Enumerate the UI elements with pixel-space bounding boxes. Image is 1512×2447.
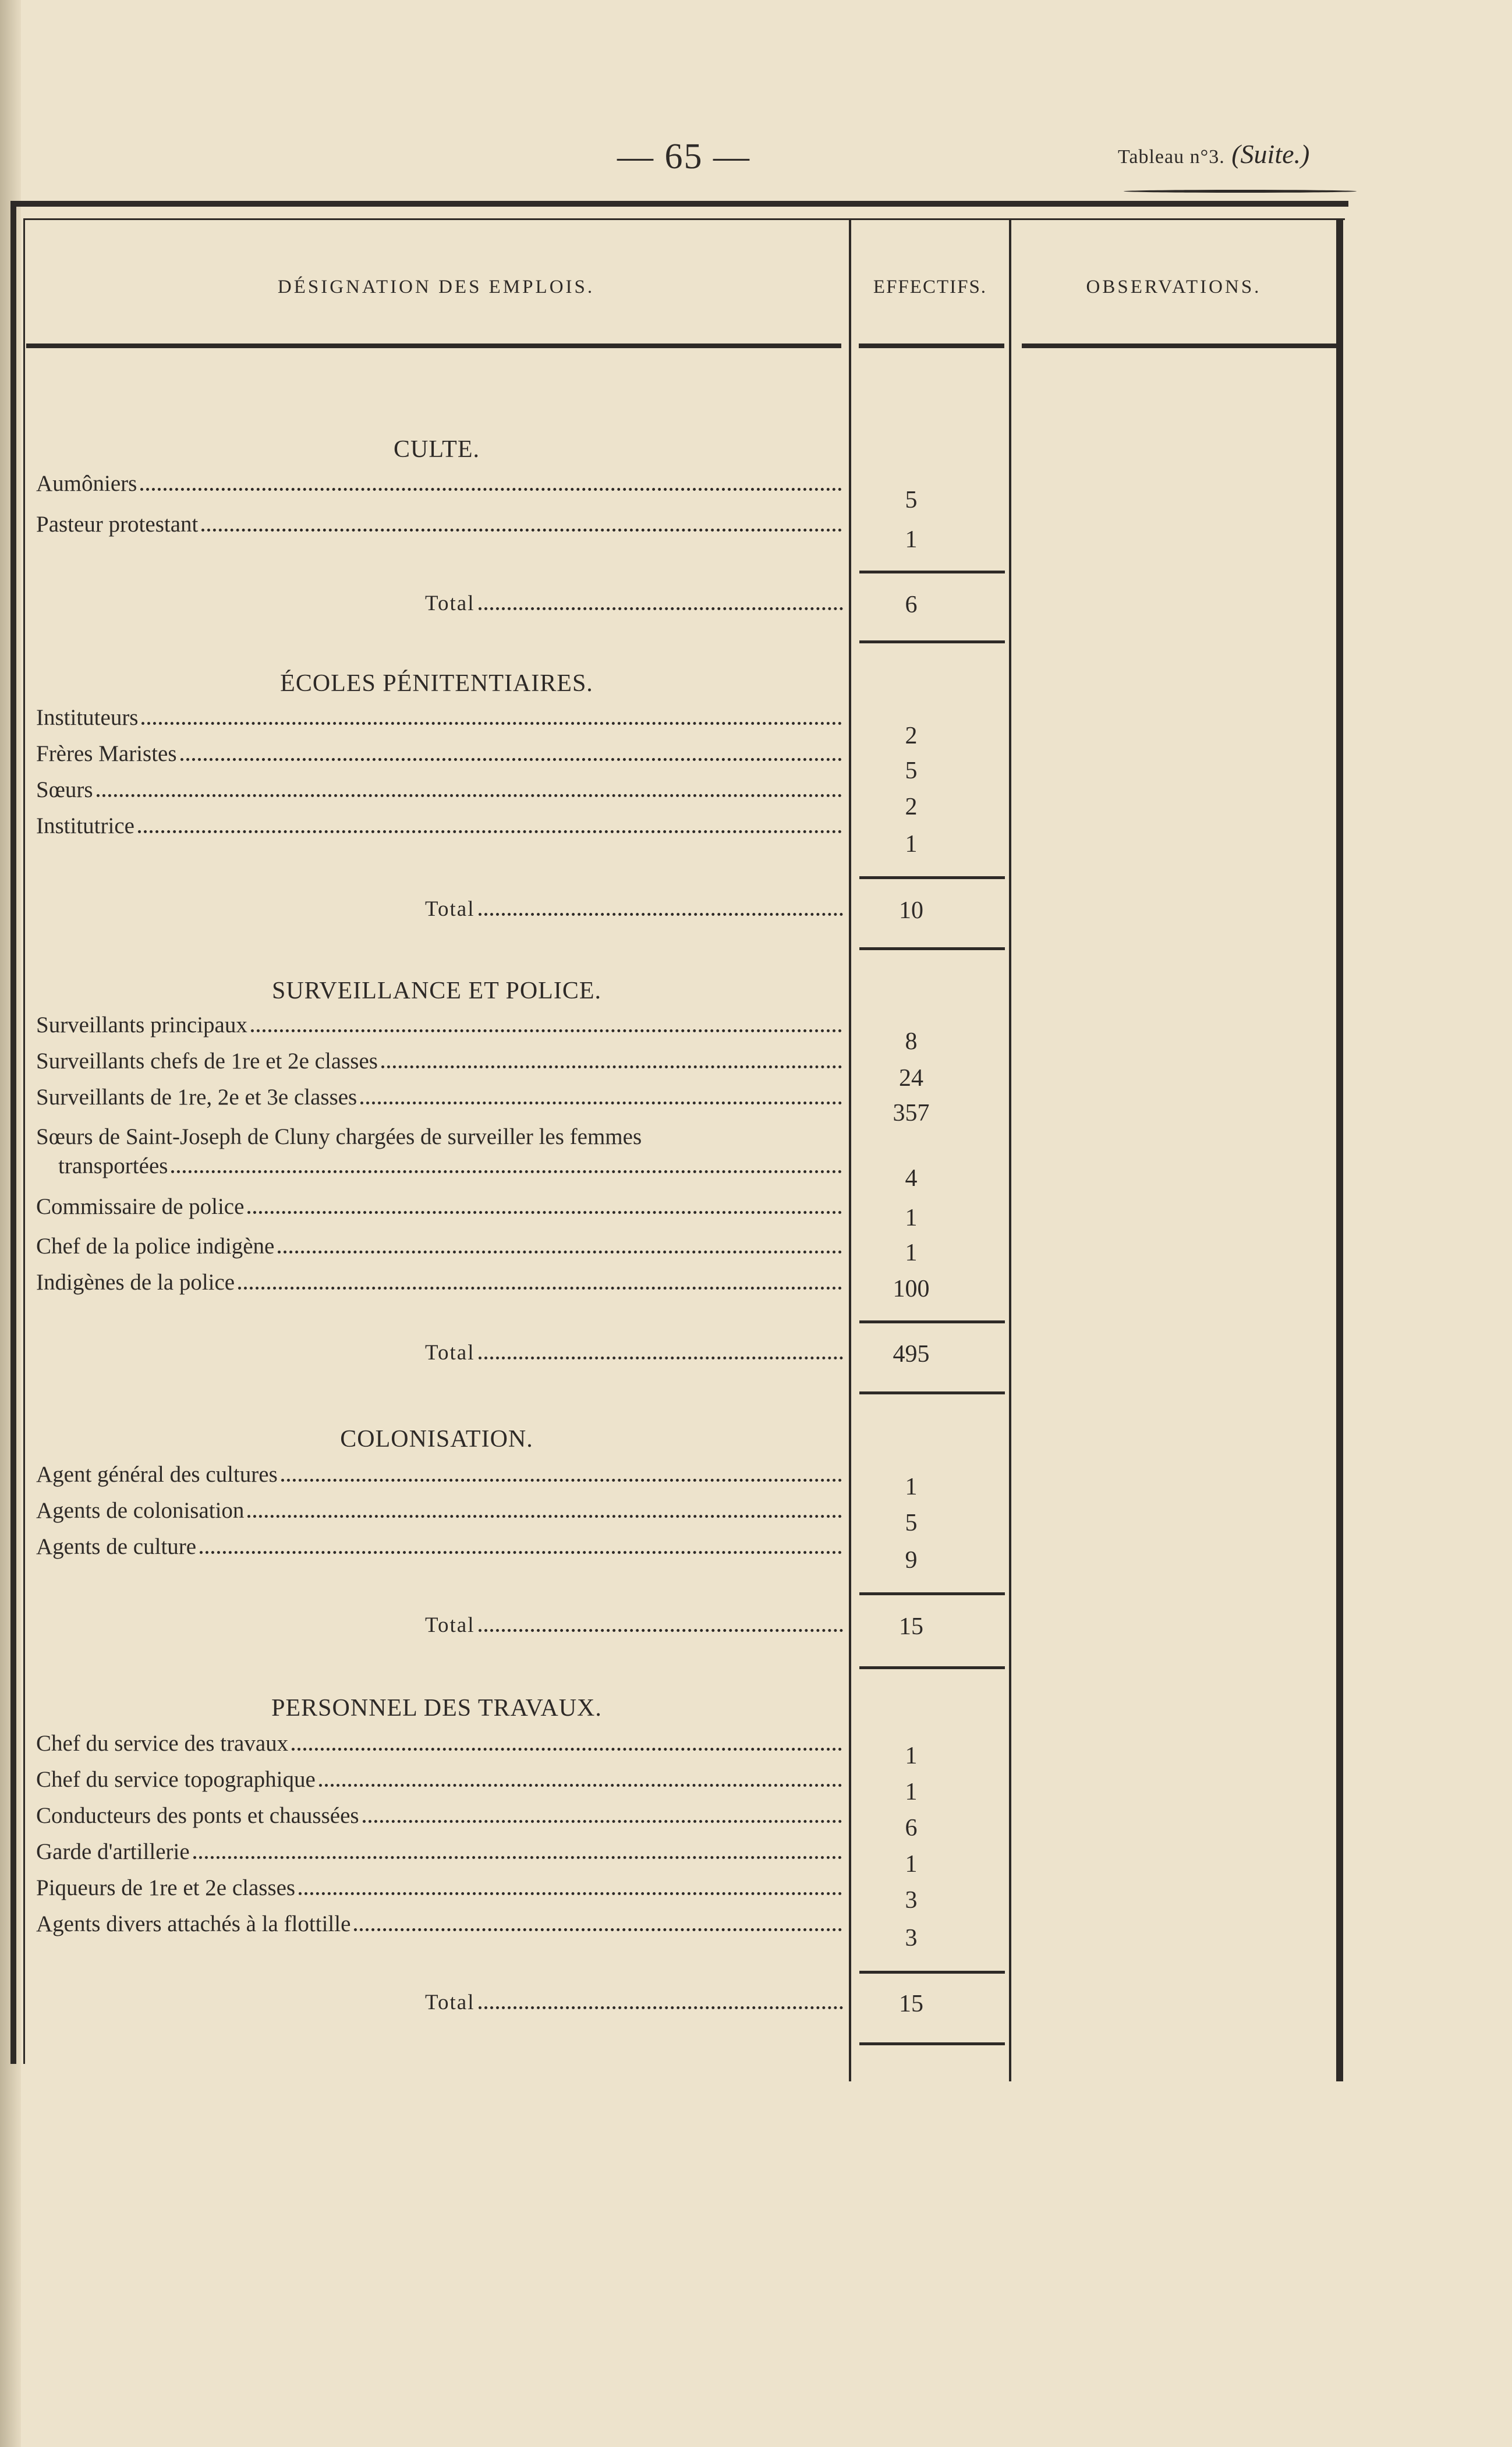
total-label: Total xyxy=(425,592,475,615)
table-row xyxy=(36,704,845,731)
table-row xyxy=(36,1124,845,1150)
row-value: 24 xyxy=(899,1065,923,1092)
row-label: Agent général des cultures xyxy=(36,1462,278,1487)
table-row xyxy=(36,1194,845,1220)
row-label-continuation: transportées xyxy=(58,1153,168,1178)
row-label: Indigènes de la police xyxy=(36,1270,235,1295)
row-value: 1 xyxy=(905,1743,918,1769)
total-label: Total xyxy=(425,1613,475,1637)
row-value: 6 xyxy=(905,1815,918,1842)
row-value: 3 xyxy=(905,1925,918,1952)
total-value: 6 xyxy=(905,592,918,618)
row-value: 2 xyxy=(905,794,918,820)
total-rule xyxy=(859,1391,1005,1394)
table-left-border-thin xyxy=(23,218,25,2064)
total-rule xyxy=(859,1666,1005,1669)
row-value: 3 xyxy=(905,1887,918,1914)
table-row xyxy=(36,1269,845,1295)
row-label: Surveillants principaux xyxy=(36,1012,247,1037)
section-title: CULTE. xyxy=(394,436,480,463)
row-value: 100 xyxy=(893,1276,930,1302)
row-label: Chef de la police indigène xyxy=(36,1234,275,1259)
table-row xyxy=(36,741,845,767)
row-value: 5 xyxy=(905,757,918,784)
table-row xyxy=(36,1461,845,1488)
column-divider-1 xyxy=(849,218,851,2081)
row-value: 1 xyxy=(905,1240,918,1266)
row-value: 1 xyxy=(905,1779,918,1805)
row-value: 1 xyxy=(905,1205,918,1231)
table-label: Tableau n°3. xyxy=(1118,146,1225,168)
total-row xyxy=(425,591,845,616)
table-row xyxy=(36,1911,845,1937)
row-value: 4 xyxy=(905,1165,918,1192)
header-rule-designation xyxy=(26,343,841,348)
row-label: Instituteurs xyxy=(36,705,139,730)
row-value: 357 xyxy=(893,1100,930,1127)
row-label: Pasteur protestant xyxy=(36,512,199,537)
table-right-border xyxy=(1336,218,1343,2081)
total-label: Total xyxy=(425,1341,475,1365)
section-title: SURVEILLANCE ET POLICE. xyxy=(271,978,601,1004)
total-rule xyxy=(859,947,1005,950)
section-title: COLONISATION. xyxy=(340,1426,533,1453)
subtotal-rule xyxy=(859,571,1005,573)
row-value: 8 xyxy=(905,1028,918,1055)
total-row xyxy=(425,1340,845,1365)
total-value: 15 xyxy=(899,1991,923,2017)
row-label: Garde d'artillerie xyxy=(36,1839,190,1864)
table-top-rule xyxy=(10,201,1348,207)
row-label: Conducteurs des ponts et chaussées xyxy=(36,1803,359,1828)
row-label: Piqueurs de 1re et 2e classes xyxy=(36,1875,296,1900)
table-row xyxy=(36,1233,845,1259)
total-value: 15 xyxy=(899,1613,923,1640)
table-row xyxy=(36,470,845,497)
row-label: Chef du service topographique xyxy=(36,1767,316,1792)
table-row xyxy=(36,777,845,803)
total-rule xyxy=(859,2042,1005,2045)
row-label: Surveillants chefs de 1re et 2e classes xyxy=(36,1049,378,1074)
row-value: 1 xyxy=(905,526,918,553)
table-row xyxy=(36,1875,845,1901)
subtotal-rule xyxy=(859,1592,1005,1595)
row-label: Institutrice xyxy=(36,813,134,838)
subtotal-rule xyxy=(859,1320,1005,1323)
row-label: Aumôniers xyxy=(36,471,137,496)
header-effectifs: EFFECTIFS. xyxy=(873,277,987,298)
page-number: — 65 — xyxy=(617,137,750,176)
row-label: Agents de colonisation xyxy=(36,1498,245,1523)
table-row-continuation xyxy=(58,1153,845,1179)
table-row xyxy=(36,813,845,839)
row-label: Surveillants de 1re, 2e et 3e classes xyxy=(36,1085,357,1110)
section-title: PERSONNEL DES TRAVAUX. xyxy=(271,1695,602,1722)
total-value: 495 xyxy=(893,1341,930,1368)
table-row xyxy=(36,1497,845,1524)
total-row xyxy=(425,897,845,922)
table-left-border xyxy=(10,201,16,2064)
total-row xyxy=(425,1990,845,2015)
total-rule xyxy=(859,640,1005,643)
header-rule-effectifs xyxy=(859,343,1004,348)
row-value: 1 xyxy=(905,831,918,858)
row-label: Frères Maristes xyxy=(36,741,177,766)
table-row xyxy=(36,1012,845,1038)
table-top-rule-thin xyxy=(23,218,1345,220)
header-observations: OBSERVATIONS. xyxy=(1086,277,1262,298)
table-row xyxy=(36,1766,845,1793)
table-row xyxy=(36,1084,845,1110)
table-row xyxy=(36,1730,845,1757)
row-label: Agents divers attachés à la flottille xyxy=(36,1911,351,1936)
header-designation: DÉSIGNATION DES EMPLOIS. xyxy=(277,277,595,298)
row-value: 1 xyxy=(905,1474,918,1500)
row-label: Chef du service des travaux xyxy=(36,1731,289,1756)
row-label: Sœurs xyxy=(36,777,93,802)
row-value: 9 xyxy=(905,1547,918,1574)
table-row xyxy=(36,511,845,537)
title-underline xyxy=(1124,190,1357,193)
table-row xyxy=(36,1048,845,1074)
total-value: 10 xyxy=(899,897,923,924)
total-row xyxy=(425,1613,845,1638)
row-value: 5 xyxy=(905,487,918,514)
table-title xyxy=(1118,139,1309,169)
table-row xyxy=(36,1839,845,1865)
row-value: 1 xyxy=(905,1851,918,1878)
row-label: Commissaire de police xyxy=(36,1194,245,1219)
row-value: 5 xyxy=(905,1510,918,1536)
header-rule-observations xyxy=(1022,343,1336,348)
section-title: ÉCOLES PÉNITENTIAIRES. xyxy=(280,670,593,697)
row-label: Sœurs de Saint-Joseph de Cluny chargées de surveiller les femmes xyxy=(36,1124,642,1149)
row-label: Agents de culture xyxy=(36,1534,197,1559)
column-divider-2 xyxy=(1009,218,1011,2081)
subtotal-rule xyxy=(859,876,1005,879)
row-value: 2 xyxy=(905,723,918,749)
table-suffix: (Suite.) xyxy=(1231,139,1310,169)
total-label: Total xyxy=(425,897,475,921)
subtotal-rule xyxy=(859,1971,1005,1974)
table-row xyxy=(36,1534,845,1560)
table-row xyxy=(36,1803,845,1829)
total-label: Total xyxy=(425,1991,475,2014)
